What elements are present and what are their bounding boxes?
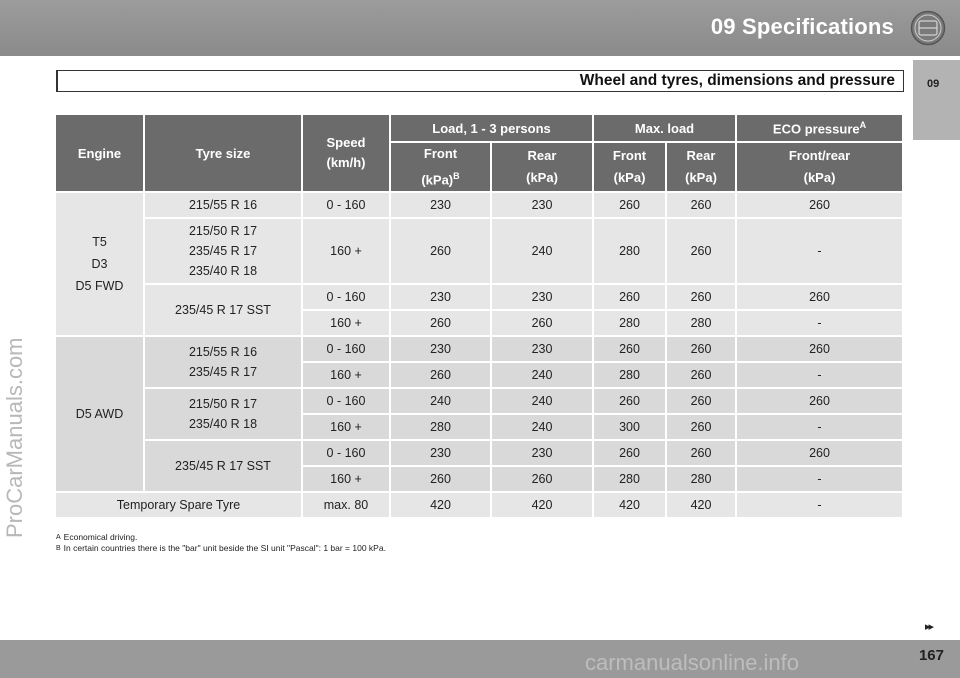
cell-max-front: 260 [594,285,667,311]
cell-load-rear: 230 [492,193,594,219]
cell-speed: 0 - 160 [303,285,391,311]
col-load-rear: Rear (kPa) [492,143,594,193]
side-watermark [2,337,42,538]
cell-max-front: 260 [594,389,667,415]
cell-max-rear: 260 [667,337,737,363]
table-row [56,337,904,363]
table-body [56,193,904,519]
tyre-size-cell: 215/50 R 17 235/40 R 18 [145,389,303,441]
cell-load-front: 230 [391,285,492,311]
cell-load-rear: 230 [492,285,594,311]
cell-load-front: 280 [391,415,492,441]
cell-eco: 260 [737,193,904,219]
tyre-size-cell: 235/45 R 17 SST [145,441,303,493]
cell-load-rear: 240 [492,219,594,285]
cell-eco: 260 [737,441,904,467]
cell-load-rear: 260 [492,311,594,337]
cell-max-front: 260 [594,337,667,363]
cell-max-front: 260 [594,193,667,219]
section-header [56,70,904,92]
cell-max-rear: 260 [667,363,737,389]
footer-watermark: carmanualsonline.info [585,650,800,675]
cell-load-rear: 260 [492,467,594,493]
cell-speed: 160 + [303,363,391,389]
col-eco-group: ECO pressure$^A$ [737,115,904,143]
chapter-side-tab[interactable] [913,60,960,140]
page-number: 167 [918,647,944,664]
cell-max-front: 280 [594,311,667,337]
col-load-group: Load, 1 - 3 persons [391,115,594,143]
table-row [56,219,904,285]
table-header [56,115,904,193]
cell-load-front: 230 [391,441,492,467]
cell-load-front: 230 [391,337,492,363]
cell-load-rear: 230 [492,441,594,467]
col-engine: Engine [56,115,145,193]
table-row [56,389,904,415]
spare-cell-max-front: 420 [594,493,667,519]
spare-cell-eco: - [737,493,904,519]
cell-max-front: 280 [594,467,667,493]
col-max-rear: Rear (kPa) [667,143,737,193]
footnotes [56,532,386,554]
cell-max-rear: 260 [667,389,737,415]
cell-eco: - [737,219,904,285]
cell-speed: 0 - 160 [303,441,391,467]
col-max-front: Front (kPa) [594,143,667,193]
tyre-size-cell: 215/55 R 16 235/45 R 17 [145,337,303,389]
col-eco-front-rear: Front/rear (kPa) [737,143,904,193]
cell-speed: 160 + [303,311,391,337]
cell-max-rear: 260 [667,415,737,441]
cell-eco: - [737,311,904,337]
cell-max-front: 280 [594,219,667,285]
cell-max-rear: 280 [667,467,737,493]
cell-load-front: 260 [391,363,492,389]
cell-max-rear: 260 [667,285,737,311]
cell-max-rear: 260 [667,441,737,467]
cell-load-front: 230 [391,193,492,219]
cell-load-rear: 240 [492,363,594,389]
spare-cell-max-rear: 420 [667,493,737,519]
cell-eco: - [737,363,904,389]
cell-load-front: 260 [391,467,492,493]
table-row-spare [56,493,904,519]
cell-load-rear: 230 [492,337,594,363]
cell-max-front: 260 [594,441,667,467]
engine-cell: T5 D3 D5 FWD [56,193,145,337]
cell-max-front: 280 [594,363,667,389]
footnote-b: $^B$ In certain countries there is the "bar" unit beside the SI unit "Pascal": 1 bar = 100 kPa. [56,543,386,553]
spare-cell-speed: max. 80 [303,493,391,519]
cell-max-rear: 260 [667,219,737,285]
cell-eco: 260 [737,389,904,415]
cell-eco: - [737,467,904,493]
cell-speed: 160 + [303,415,391,441]
col-max-load-group: Max. load [594,115,737,143]
side-watermark-text: ProCarManuals.com [2,337,27,538]
section-title: Wheel and tyres, dimensions and pressure [579,72,895,89]
footnote-a: $^A$ Economical driving. [56,532,138,542]
cell-max-front: 300 [594,415,667,441]
tyre-size-cell: 215/55 R 16 [145,193,303,219]
table-row [56,193,904,219]
cell-speed: 0 - 160 [303,337,391,363]
table-row [56,441,904,467]
cell-load-rear: 240 [492,415,594,441]
table-row [56,285,904,311]
cell-max-rear: 260 [667,193,737,219]
col-load-front: Front (kPa)$^B$ [391,143,492,193]
cell-eco: 260 [737,285,904,311]
cell-speed: 160 + [303,467,391,493]
cell-load-rear: 240 [492,389,594,415]
tyre-size-cell: 215/50 R 17 235/45 R 17 235/40 R 18 [145,219,303,285]
engine-cell: D5 AWD [56,337,145,493]
cell-speed: 0 - 160 [303,193,391,219]
cell-max-rear: 280 [667,311,737,337]
next-page-arrows-icon[interactable]: ▸▸ [925,621,933,633]
tyre-size-cell: 235/45 R 17 SST [145,285,303,337]
col-speed: Speed (km/h) [303,115,391,193]
chapter-tab-label: 09 [927,78,940,90]
col-tyre-size: Tyre size [145,115,303,193]
spare-cell-load-front: 420 [391,493,492,519]
cell-load-front: 260 [391,219,492,285]
cell-speed: 160 + [303,219,391,285]
cell-eco: 260 [737,337,904,363]
spare-cell-load-rear: 420 [492,493,594,519]
cell-load-front: 240 [391,389,492,415]
spare-label-cell: Temporary Spare Tyre [56,493,303,519]
cell-speed: 0 - 160 [303,389,391,415]
tyre-pressure-table [56,115,904,519]
cell-eco: - [737,415,904,441]
footer-band [0,640,960,678]
chapter-title: 09 Specifications [710,14,894,39]
cell-load-front: 260 [391,311,492,337]
chapter-badge-icon [910,10,946,46]
